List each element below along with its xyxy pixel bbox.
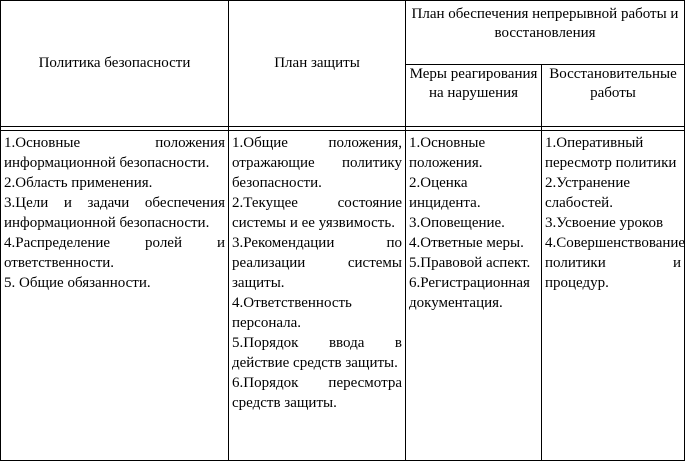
- header-policy: [1, 1, 229, 127]
- response-item: 5.Правовой аспект.: [409, 255, 531, 271]
- header-recovery-label: Восстановительные работы: [549, 66, 677, 101]
- protection-cell: [229, 131, 406, 461]
- header-recovery: [542, 65, 685, 127]
- response-item: 2.Оценка инцидента.: [409, 175, 481, 211]
- policy-item: 4.Распределение ролей и ответственности.: [4, 235, 225, 271]
- policy-item: 5. Общие обязанности.: [4, 275, 151, 291]
- protection-item: 2.Текущее состояние системы и ее уязвимость.: [232, 195, 402, 231]
- response-cell: [406, 131, 542, 461]
- policy-cell: [1, 131, 229, 461]
- recovery-item: 1.Оперативный пересмотр политики: [545, 135, 677, 171]
- response-item: 4.Ответные меры.: [409, 235, 524, 251]
- protection-item: 4.Ответственность персонала.: [232, 295, 352, 331]
- recovery-cell: [542, 131, 685, 461]
- header-continuity-label: План обеспечения непрерывной работы и восстановления: [411, 6, 679, 41]
- header-policy-label: Политика безопасности: [38, 55, 191, 71]
- protection-item: 6.Порядок пересмотра средств защиты.: [232, 375, 402, 411]
- response-item: 3.Оповещение.: [409, 215, 505, 231]
- protection-item: 5.Порядок ввода в действие средств защиты.: [232, 335, 402, 371]
- header-response: [406, 65, 542, 127]
- recovery-item: 4.Совершенствование политики и процедур.: [545, 235, 685, 291]
- protection-item: 1.Общие положения, отражающие политику безопасности.: [232, 135, 402, 191]
- policy-item: 1.Основные положения информационной безопасности.: [4, 135, 225, 171]
- header-continuity-group: [406, 1, 685, 65]
- policy-item: 3.Цели и задачи обеспечения информационной безопасности.: [4, 195, 225, 231]
- policy-item: 2.Область применения.: [4, 175, 153, 191]
- response-item: 1.Основные положения.: [409, 135, 486, 171]
- protection-item: 3.Рекомендации по реализации системы защиты.: [232, 235, 402, 291]
- recovery-item: 3.Усвоение уроков: [545, 215, 664, 231]
- header-response-label: Меры реагирования на нарушения: [409, 66, 538, 101]
- recovery-item: 2.Устранение слабостей.: [545, 175, 631, 211]
- response-item: 6.Регистрационная документация.: [409, 275, 530, 311]
- header-protection: [229, 1, 406, 127]
- header-protection-label: План защиты: [274, 55, 360, 71]
